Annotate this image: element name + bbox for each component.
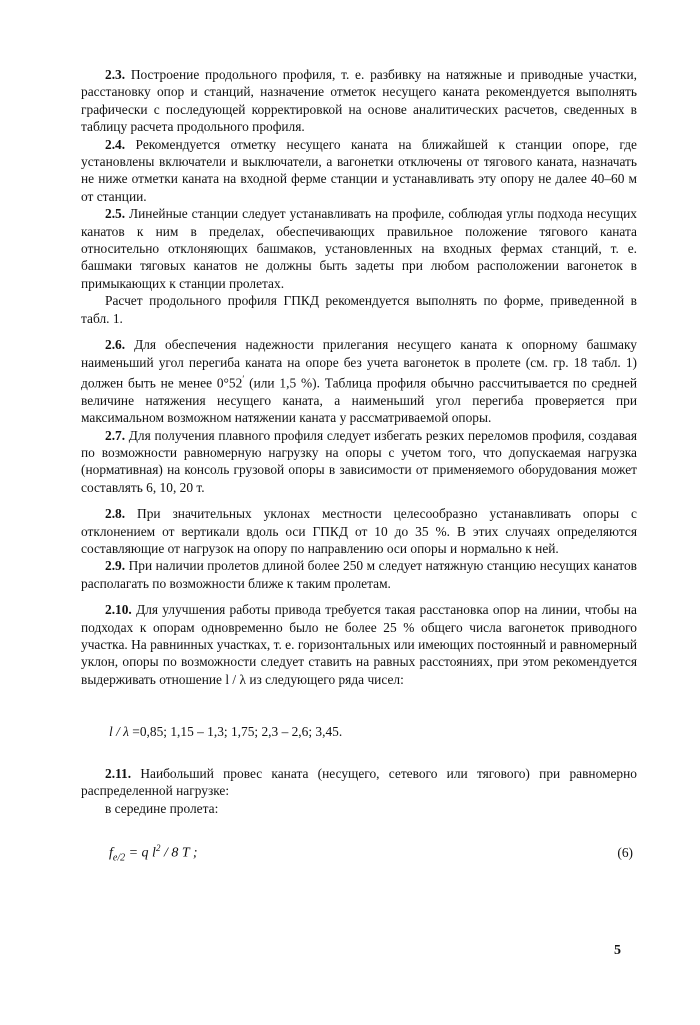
formula-subscript: e/2	[112, 852, 126, 864]
formula-lhs: l / λ	[109, 724, 129, 740]
paragraph-2-7	[81, 427, 637, 497]
paragraph-text: При наличии пролетов длиной более 250 м следует натяжную станцию несущих канатов располагать по возможности ближе к таким пролетам.	[81, 558, 637, 591]
formula-exponent: 2	[155, 842, 161, 853]
paragraph-2-11	[81, 765, 637, 800]
paragraph-text: Для получения плавного профиля следует избегать резких переломов профиля, создавая по возможности равномерную нагрузку на опоры с учетом того, что допускаемая нагрузка (нормативная) на консоль грузовой опоры в зависимости от применяемого оборудования может составлять 6, 10, 20 т.	[81, 427, 637, 495]
paragraph-2-3	[81, 66, 637, 136]
section-number: 2.7.	[105, 427, 126, 443]
section-number: 2.4.	[105, 136, 126, 152]
paragraph-2-8	[81, 505, 637, 557]
paragraph-text: Рекомендуется отметку несущего каната на ближайшей к станции опоре, где установлены включатели и выключатели, а вагонетки отключены от тягового каната, назначать не ниже отметки каната на входной ферме станции и устанавливать эту опору не далее 40–60 м от станции.	[81, 136, 637, 204]
document-body	[81, 66, 637, 867]
minute-mark: ′	[242, 373, 245, 384]
formula-values: 0,85; 1,15 – 1,3; 1,75; 2,3 – 2,6; 3,45.	[139, 724, 343, 740]
section-number: 2.6.	[105, 337, 126, 353]
section-number: 2.9.	[105, 558, 126, 574]
formula-equals: =	[128, 724, 140, 740]
paragraph-text: Расчет продольного профиля ГПКД рекомендуется выполнять по форме, приведенной в табл. 1.	[81, 293, 637, 326]
ratio-formula	[109, 723, 637, 740]
paragraph-text: Построение продольного профиля, т. е. разбивку на натяжные и приводные участки, расстановку опор и станций, назначение отметок несущего каната рекомендуется выполнять графически с последующей корректировкой на основе аналитических расчетов, сведенных в таблицу расчета продольного профиля.	[81, 67, 637, 135]
formula-symbol: f	[109, 845, 113, 861]
section-number: 2.11.	[105, 765, 132, 781]
paragraph-2-4	[81, 136, 637, 206]
paragraph-text: (или 1,5 %). Таблица профиля обычно рассчитывается по средней величине натяжения несущего каната, а наименьший угол перегиба проверяется при максимальном возможном натяжении каната у рассматриваемой опоры.	[81, 375, 637, 426]
paragraph-text: в середине пролета:	[105, 800, 219, 816]
section-number: 2.3.	[105, 67, 126, 82]
paragraph-text: Для обеспечения надежности прилегания несущего каната к опорному башмаку наименьший угол перегиба каната на опоре без учета вагонеток в пролете (см. гр. 18 табл. 1) должен быть не менее 0°52	[81, 337, 637, 391]
paragraph-2-10	[81, 601, 637, 688]
paragraph-2-9	[81, 557, 637, 592]
formula-rhs-end: / 8 T ;	[160, 845, 198, 861]
section-number: 2.8.	[105, 506, 126, 522]
paragraph-text: Линейные станции следует устанавливать на профиле, соблюдая углы подхода несущих канатов к ним в пределах, обеспечивающих правильное положение тягового каната относительно отклоняющих башмаков, установленных на входных фермах станций, т. е. башмаки тяговых канатов не должны быть задеты при любом расположении вагонеток в примыкающих к станции пролетах.	[81, 206, 637, 291]
equation-number: (6)	[617, 844, 633, 860]
section-number: 2.10.	[105, 602, 132, 618]
paragraph-text: При значительных уклонах местности целесообразно устанавливать опоры с отклонением от вертикали вдоль оси ГПКД от 10 до 35 %. В этих случаях определяются составляющие от нагрузок на опору по направлению оси опоры и нормально к ней.	[81, 506, 637, 557]
paragraph-mid-span	[81, 800, 637, 817]
paragraph-2-6	[81, 336, 637, 427]
paragraph-text: Наибольший провес каната (несущего, сетевого или тягового) при равномерно распределенной нагрузке:	[81, 765, 637, 799]
paragraph-text: Для улучшения работы привода требуется такая расстановка опор на линии, чтобы на подходах к опорам одновременно было не более 25 % общего числа вагонеток приводного участка. На равнинных участках, т. е. горизонтальных или имеющих постоянный и равномерный уклон, опоры по возможности следует ставить на равных расстояниях, при этом рекомендуется выдерживать отношение l / λ из следующего ряда чисел:	[81, 602, 637, 687]
formula-rhs: = q l	[125, 845, 156, 861]
section-number: 2.5.	[105, 206, 126, 222]
page-number: 5	[614, 943, 621, 958]
paragraph-profile-calc	[81, 292, 637, 327]
formula-body	[109, 843, 198, 863]
sag-formula	[81, 843, 637, 867]
paragraph-2-5	[81, 205, 637, 292]
